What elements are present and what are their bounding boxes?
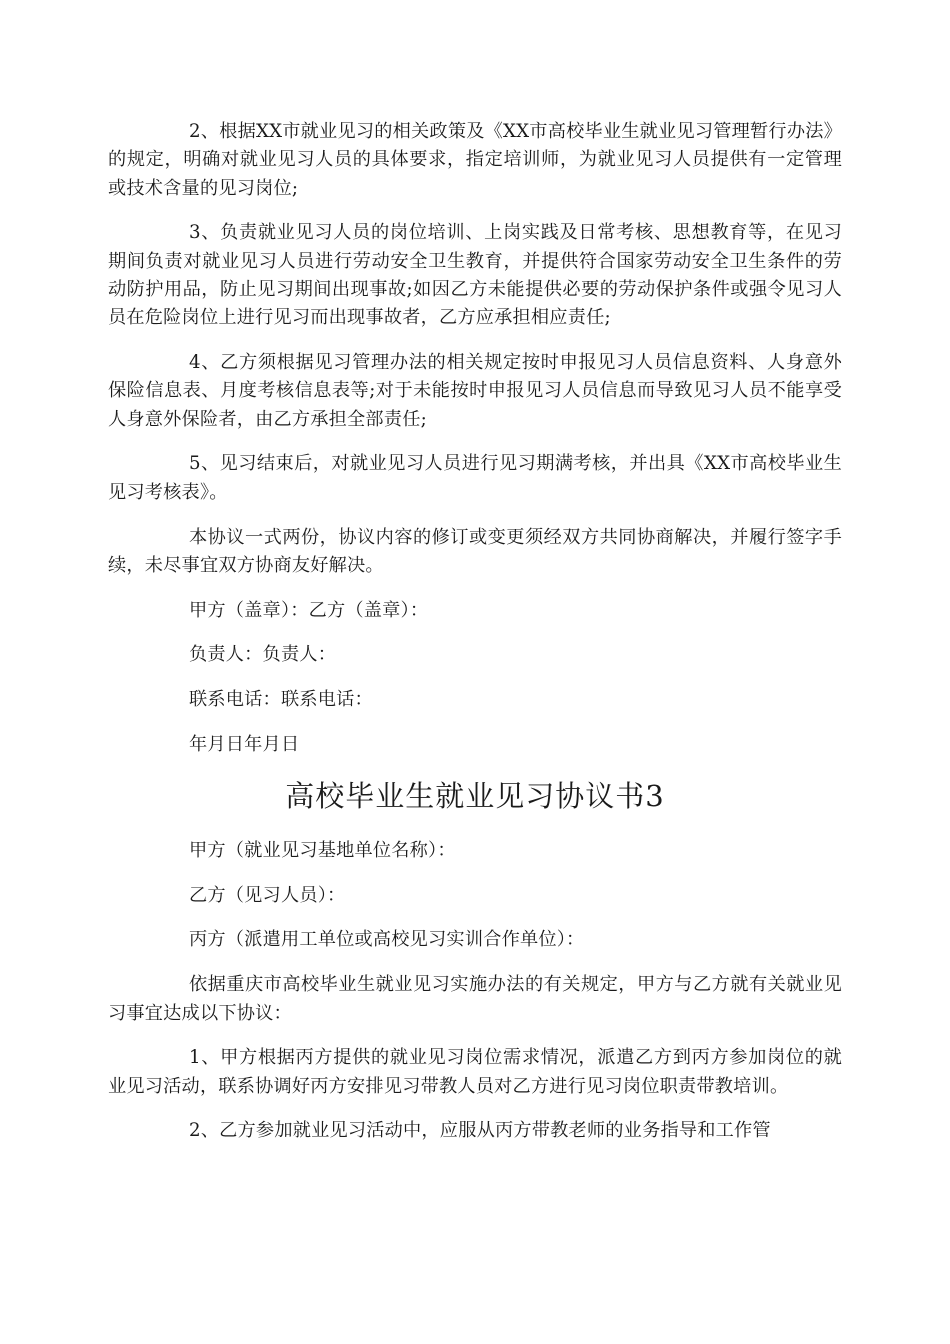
clause-5: 5、见习结束后，对就业见习人员进行见习期满考核，并出具《XX市高校毕业生见习考核表》。 <box>108 453 842 503</box>
party-b-line: 乙方（见习人员）： <box>189 884 346 906</box>
date-line: 年月日年月日 <box>189 734 300 756</box>
party-a-line: 甲方（就业见习基地单位名称）： <box>189 839 456 861</box>
responsible-person-line: 负责人：负责人： <box>189 644 337 666</box>
party-c-line: 丙方（派遣用工单位或高校见习实训合作单位）： <box>189 929 585 951</box>
party-seal-line: 甲方（盖章）：乙方（盖章）： <box>189 599 429 621</box>
clause-1-new: 1、甲方根据丙方提供的就业见习岗位需求情况，派遣乙方到丙方参加岗位的就业见习活动，联系协调好丙方安排见习带教人员对乙方进行见习岗位职责带教培训。 <box>108 1047 842 1097</box>
document-body <box>108 118 842 1162</box>
clause-3: 3、负责就业见习人员的岗位培训、上岗实践及日常考核、思想教育等，在见习期间负责对就业见习人员进行劳动安全卫生教育，并提供符合国家劳动安全卫生条件的劳动防护用品，防止见习期间出现事故;如因乙方未能提供必要的劳动保护条件或强令见习人员在危险岗位上进行见习而出现事故者，乙方应承担相应责任; <box>108 222 842 329</box>
contact-phone-line: 联系电话：联系电话： <box>189 689 373 711</box>
clause-2-new: 2、乙方参加就业见习活动中，应服从丙方带教老师的业务指导和工作管 <box>189 1120 771 1142</box>
clause-2: 2、根据XX市就业见习的相关政策及《XX市高校毕业生就业见习管理暂行办法》的规定，明确对就业见习人员的具体要求，指定培训师，为就业见习人员提供有一定管理或技术含量的见习岗位; <box>108 121 842 199</box>
agreement-basis: 依据重庆市高校毕业生就业见习实施办法的有关规定，甲方与乙方就有关就业见习事宜达成以下协议： <box>108 974 842 1024</box>
clause-4: 4、乙方须根据见习管理办法的相关规定按时申报见习人员信息资料、人身意外保险信息表、月度考核信息表等;对于未能按时申报见习人员信息而导致见习人员不能享受人身意外保险者，由乙方承担全部责任; <box>108 352 842 430</box>
agreement-title: 高校毕业生就业见习协议书3 <box>285 778 665 813</box>
agreement-copies-note: 本协议一式两份，协议内容的修订或变更须经双方共同协商解决，并履行签字手续，未尽事宜双方协商友好解决。 <box>108 526 842 576</box>
